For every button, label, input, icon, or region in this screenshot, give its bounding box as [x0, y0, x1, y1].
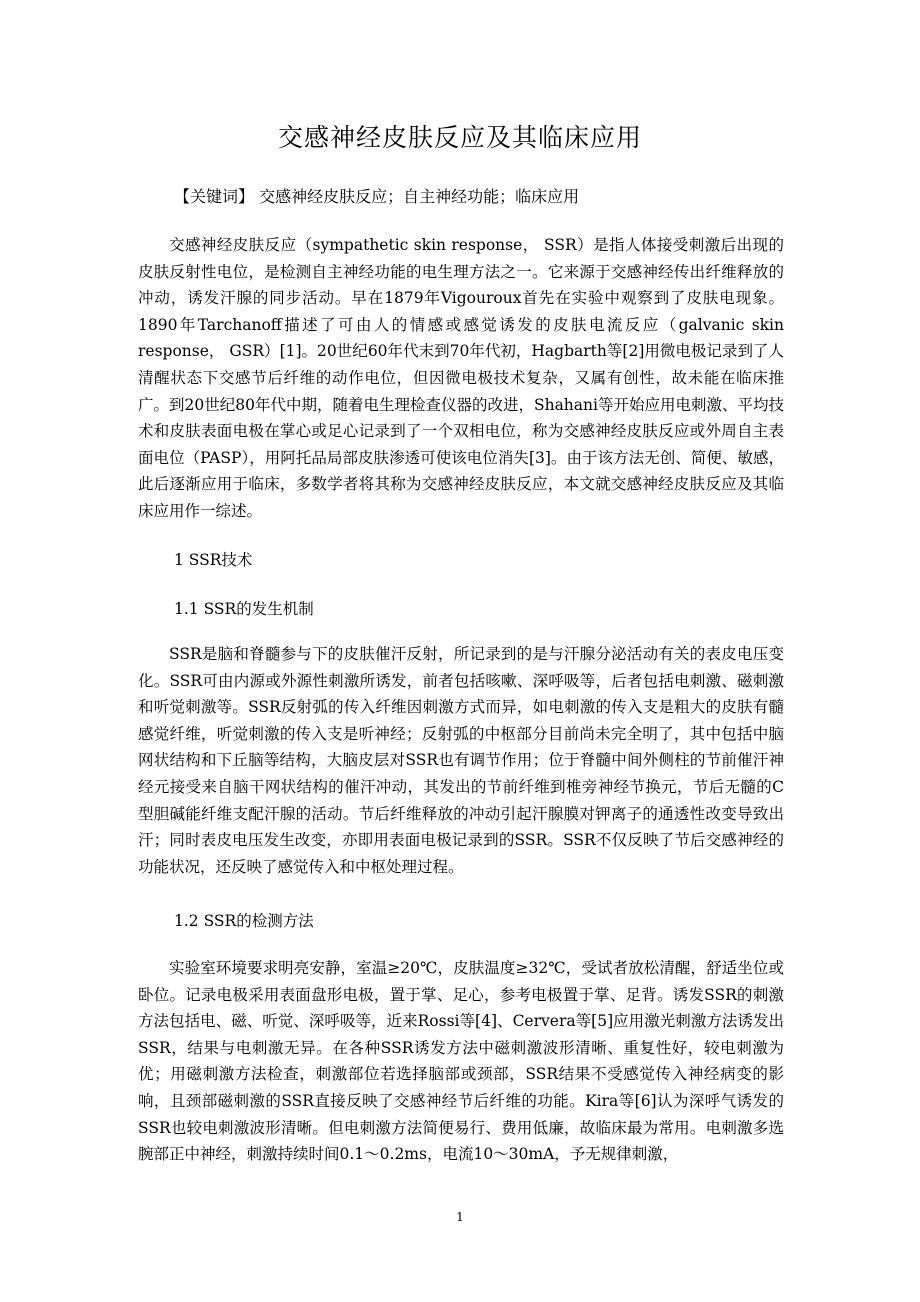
page-number: 1 — [456, 1210, 464, 1224]
section-1-2-paragraph: 实验室环境要求明亮安静，室温≥20℃，皮肤温度≥32℃，受试者放松清醒，舒适坐位或卧位。记录电极采用表面盘形电极，置于掌、足心，参考电极置于掌、足背。诱发SSR的刺激方法包括电、磁、听觉、深呼吸等，近来Rossi等[4]、Cervera等[5]应用激光刺激方法诱发出SSR，结果与电刺激无异。在各种SSR诱发方法中磁刺激波形清晰、重复性好，较电刺激为优；用磁刺激方法检查，刺激部位若选择脑部或颈部，SSR结果不受感觉传入神经病变的影响，且颈部磁刺激的SSR直接反映了交感神经节后纤维的功能。Kira等[6]认为深呼气诱发的SSR也较电刺激波形清晰。但电刺激方法简便易行、费用低廉，故临床最为常用。电刺激多选腕部正中神经，刺激持续时间0.1～0.2ms，电流10～30mA，予无规律刺激， — [138, 959, 784, 1164]
section-1-heading: 1 SSR技术 — [174, 551, 253, 569]
intro-paragraph: 交感神经皮肤反应（sympathetic skin response， SSR）是指人体接受刺激后出现的皮肤反射性电位，是检测自主神经功能的电生理方法之一。它来源于交感神经传出纤维释放的冲动，诱发汗腺的同步活动。早在1879年Vigouroux首先在实验中观察到了皮肤电现象。1890年Tarchanoff描述了可由人的情感或感觉诱发的皮肤电流反应（galvanic skin response， GSR）[1]。20世纪60年代末到70年代初，Hagbarth等[2]用微电极记录到了人清醒状态下交感节后纤维的动作电位，但因微电极技术复杂，又属有创性，故未能在临床推广。到20世纪80年代中期，随着电生理检查仪器的改进，Shahani等开始应用电刺激、平均技术和皮肤表面电极在掌心或足心记录到了一个双相电位，称为交感神经皮肤反应或外周自主表面电位（PASP），用阿托品局部皮肤渗透可使该电位消失[3]。由于该方法无创、简便、敏感，此后逐渐应用于临床，多数学者将其称为交感神经皮肤反应，本文就交感神经皮肤反应及其临床应用作一综述。 — [138, 236, 784, 520]
section-1-1-paragraph: SSR是脑和脊髓参与下的皮肤催汗反射，所记录到的是与汗腺分泌活动有关的表皮电压变化。SSR可由内源或外源性刺激所诱发，前者包括咳嗽、深呼吸等，后者包括电刺激、磁刺激和听觉刺激等。SSR反射弧的传入纤维因刺激方式而异，如电刺激的传入支是粗大的皮肤有髓感觉纤维，听觉刺激的传入支是听神经；反射弧的中枢部分目前尚未完全明了，其中包括中脑网状结构和下丘脑等结构，大脑皮层对SSR也有调节作用；位于脊髓中间外侧柱的节前催汗神经元接受来自脑干网状结构的催汗冲动，其发出的节前纤维到椎旁神经节换元，节后无髓的C型胆碱能纤维支配汗腺的活动。节后纤维释放的冲动引起汗腺膜对钾离子的通透性改变导致出汗；同时表皮电压发生改变，亦即用表面电极记录到的SSR。SSR不仅反映了节后交感神经的功能状况，还反映了感觉传入和中枢处理过程。 — [138, 645, 784, 876]
section-1-2-heading: 1.2 SSR的检测方法 — [174, 912, 314, 930]
section-1-1-heading: 1.1 SSR的发生机制 — [174, 600, 314, 618]
keywords-line: 【关键词】 交感神经皮肤反应；自主神经功能；临床应用 — [174, 187, 580, 206]
document-title: 交感神经皮肤反应及其临床应用 — [277, 123, 642, 152]
